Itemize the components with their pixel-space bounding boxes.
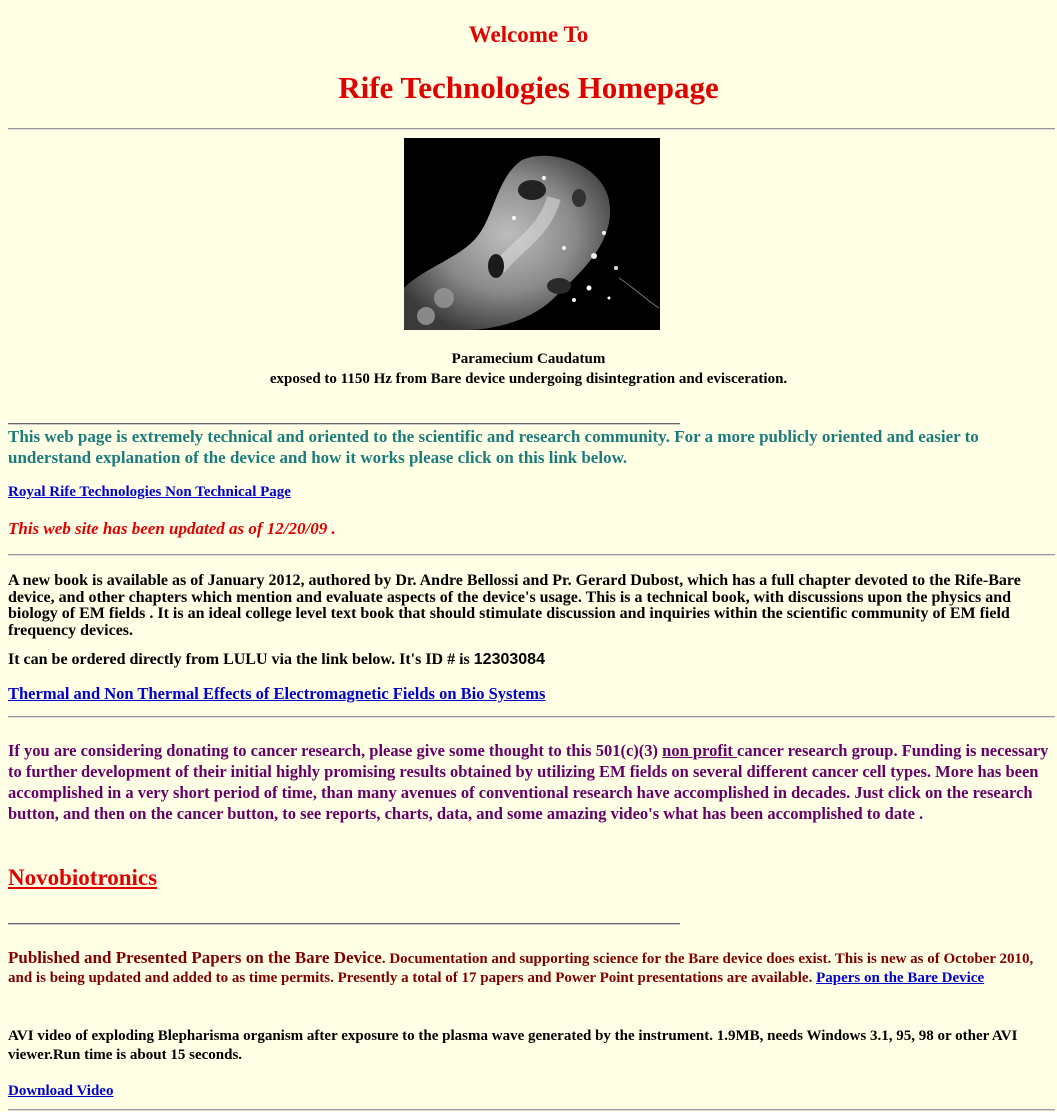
book-order-line xyxy=(8,652,545,669)
non-technical-page-link[interactable]: Royal Rife Technologies Non Technical Page xyxy=(8,484,291,500)
updated-notice: This web site has been updated as of 12/20/09 . xyxy=(8,519,336,538)
book-announcement: A new book is available as of January 2012, authored by Dr. Andre Bellossi and Pr. Gerard Dubost, which has a full chapter devoted to the Rife-Bare device, and other chapters which mention and evaluate aspects of the device's usage. This is a technical book, with discussions upon the physics and biology of EM fields . It is an ideal college level text book that should stimulate discussion and inquiries within the scientific community of EM field frequency devices. xyxy=(8,572,1021,639)
paramecium-picture xyxy=(404,138,660,330)
book-lulu-link[interactable]: Thermal and Non Thermal Effects of Electromagnetic Fields on Bio Systems xyxy=(8,684,546,703)
paramecium-image xyxy=(404,138,660,330)
donation-text xyxy=(8,740,1053,824)
book-id-number: 12303084 xyxy=(473,651,545,668)
top-divider xyxy=(8,128,1055,130)
video-description: AVI video of exploding Blepharisma organism after exposure to the plasma wave generated by the instrument. 1.9MB, needs Windows 3.1, 95, 98 or other AVI viewer.Run time is about 15 seconds. xyxy=(8,1028,1018,1063)
section-divider-2 xyxy=(8,554,1055,556)
welcome-heading: Welcome To xyxy=(468,22,589,47)
papers-link[interactable]: Papers on the Bare Device xyxy=(816,969,985,986)
image-caption-text: exposed to 1150 Hz from Bare device undergoing disintegration and evisceration. xyxy=(269,371,788,387)
novobiotronics-link[interactable]: Novobiotronics xyxy=(8,865,158,890)
page-title: Rife Technologies Homepage xyxy=(338,70,719,105)
image-caption-title: Paramecium Caudatum xyxy=(451,351,606,367)
book-order-text: It can be ordered directly from LULU via the link below. It's ID # is xyxy=(8,651,470,668)
section-divider-short-2 xyxy=(8,923,680,925)
section-divider-3 xyxy=(8,716,1055,718)
intro-text: This web page is extremely technical and oriented to the scientific and research community. For a more publicly oriented and easier to understand explanation of the device and how it works please click on this link below. xyxy=(8,427,979,467)
donation-text-start: If you are considering donating to cancer research, please give some thought to this 501(c)(3) xyxy=(8,741,663,760)
download-video-link[interactable]: Download Video xyxy=(8,1083,114,1099)
non-profit-text: non profit xyxy=(662,741,738,760)
donation-text-end: cancer research group. Funding is necessary to further development of their initial highly promising results obtained by utilizing EM fields on several different cancer cell types. More has been accomplished in a very short period of time, than many avenues of conventional research have accomplished in decades. Just click on the research button, and then on the cancer button, to see reports, charts, data, and some amazing video's what has been accomplished to date . xyxy=(8,741,1049,823)
bottom-divider xyxy=(8,1109,1055,1111)
papers-heading: Published and Presented Papers on the Bare Device xyxy=(8,948,382,967)
papers-text: . Documentation and supporting science for the Bare device does exist. This is new as of October 2010, and is being updated and added to as time permits. Presently a total of 17 papers and Power Point presentations are available. xyxy=(8,951,1034,986)
papers-section xyxy=(8,949,1048,987)
section-divider-short-1 xyxy=(8,423,680,425)
